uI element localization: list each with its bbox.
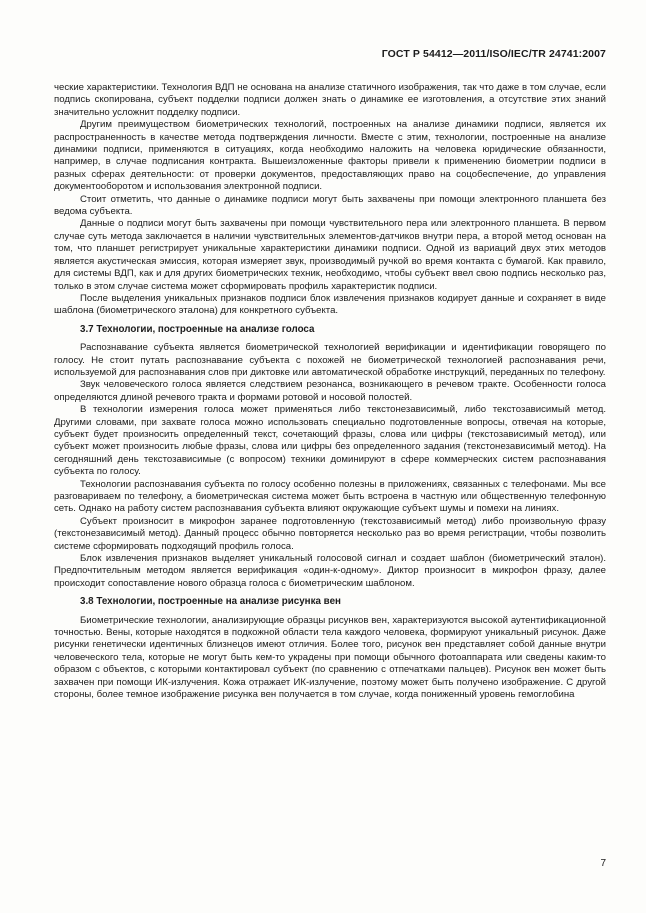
paragraph: Технологии распознавания субъекта по голосу особенно полезны в приложениях, связанных с телефонами. Мы все разговариваем по телефону, а биометрическая система может быть встроена в частную или общественную телефонную сеть. Однако на работу систем распознавания субъекта влияют окружающие субъект шумы и помехи на линиях. bbox=[54, 478, 606, 515]
paragraph: Другим преимуществом биометрических технологий, построенных на анализе динамики подписи, является их распространенность в качестве метода подтверждения личности. Вместе с этим, технологии, построенные на анализе динамики подписи, применяются в ситуациях, когда необходимо наложить на человека юридические обязанности, например, в случае подписания контракта. Вышеизложенные факторы привели к применению биометрии подписи в разных сферах деятельности: от проверки документов, предоставляющих право на соцобеспечение, до управления документооборотом и использования электронной подписи. bbox=[54, 119, 606, 193]
document-body bbox=[54, 82, 606, 702]
paragraph: Звук человеческого голоса является следствием резонанса, возникающего в речевом тракте. Особенности голоса определяются длиной речевого тракта и формами ротовой и носовой полостей. bbox=[54, 379, 606, 403]
paragraph: Биометрические технологии, анализирующие образцы рисунков вен, характеризуются высокой аутентификационной точностью. Вены, которые находятся в подкожной области тела каждого человека, формируют уникальный рисунок. Даже рисунки генетически идентичных близнецов имеют отличия. Более того, рисунок вен представляет собой данные внутри человеческого тела, которые не могут быть кем-то украдены при помощи обычного фотоаппарата или сведены каким-то образом с объектов, с которыми контактировал субъект (по сравнению с отпечатками пальцев). Рисунок вен может быть захвачен при помощи ИК-излучения. Кожа отражает ИК-излучение, поэтому может быть получено изображение. С другой стороны, более темное изображение рисунка вен получается в том случае, когда пониженный уровень гемоглобина bbox=[54, 614, 606, 701]
standard-header: ГОСТ Р 54412—2011/ISO/IEC/TR 24741:2007 bbox=[381, 48, 606, 60]
section-heading-veins: 3.8 Технологии, построенные на анализе рисунка вен bbox=[80, 596, 341, 608]
paragraph: Стоит отметить, что данные о динамике подписи могут быть захвачены при помощи электронного планшета без ведома субъекта. bbox=[54, 193, 606, 218]
paragraph: Распознавание субъекта является биометрической технологией верификации и идентификации говорящего по голосу. Не стоит путать распознавание субъекта с похожей не биометрической технологией распознавания речи, используемой для распознавания слов при диктовке или автоматической обработке инструкций, переданных по телефону. bbox=[54, 342, 606, 378]
paragraph: ческие характеристики. Технология ВДП не основана на анализе статичного изображения, так что даже в том случае, если подпись скопирована, субъект подделки подписи должен знать о динамике ее изготовления, а отсутствие этих знаний значительно усложнит подделку подписи. bbox=[54, 82, 606, 118]
paragraph: В технологии измерения голоса может применяться либо текстонезависимый, либо текстозависимый метод. Другими словами, при захвате голоса можно использовать специально подготовленные вопросы, отвечая на которые, субъект будет произносить определенный текст, сочетающий фразы, слова или цифры (текстозависимый метод), или субъект может произносить любые фразы, слова или цифры без определенного задания (текстонезависимый метод). На сегодняшний день текстозависимые (с вопросом) техники доминируют в сфере коммерческих систем распознавания субъекта по голосу. bbox=[54, 404, 606, 478]
page-number: 7 bbox=[600, 858, 606, 869]
section-heading-voice: 3.7 Технологии, построенные на анализе голоса bbox=[80, 323, 315, 335]
paragraph: Данные о подписи могут быть захвачены при помощи чувствительного пера или электронного планшета. В первом случае суть метода заключается в наличии чувствительных элементов-датчиков внутри пера, а второй метод основан на том, что планшет регистрирует уникальные характеристики динамики подписи. Одной из вариаций двух этих методов является акустическая эмиссия, которая измеряет звук, производимый ручкой во время контакта с бумагой. Как правило, для системы ВДП, как и для других биометрических техник, необходимо, чтобы субъект ввел свою подпись несколько раз, только в этом случае система может сформировать профиль характеристик подписи. bbox=[54, 218, 606, 292]
paragraph: Блок извлечения признаков выделяет уникальный голосовой сигнал и создает шаблон (биометрический эталон). Предпочтительным методом является верификация «один-к-одному». Диктор произносит в микрофон фразу, далее происходит сопоставление нового образца голоса с биометрическим шаблоном. bbox=[54, 553, 606, 589]
paragraph: После выделения уникальных признаков подписи блок извлечения признаков кодирует данные и сохраняет в виде шаблона (биометрического эталона) для конкретного субъекта. bbox=[54, 292, 606, 317]
paragraph: Субъект произносит в микрофон заранее подготовленную (текстозависимый метод) либо произвольную фразу (текстонезависимый метод). Данный процесс обычно повторяется несколько раз во время регистрации, чтобы позволить системе сформировать подходящий профиль голоса. bbox=[54, 515, 606, 552]
